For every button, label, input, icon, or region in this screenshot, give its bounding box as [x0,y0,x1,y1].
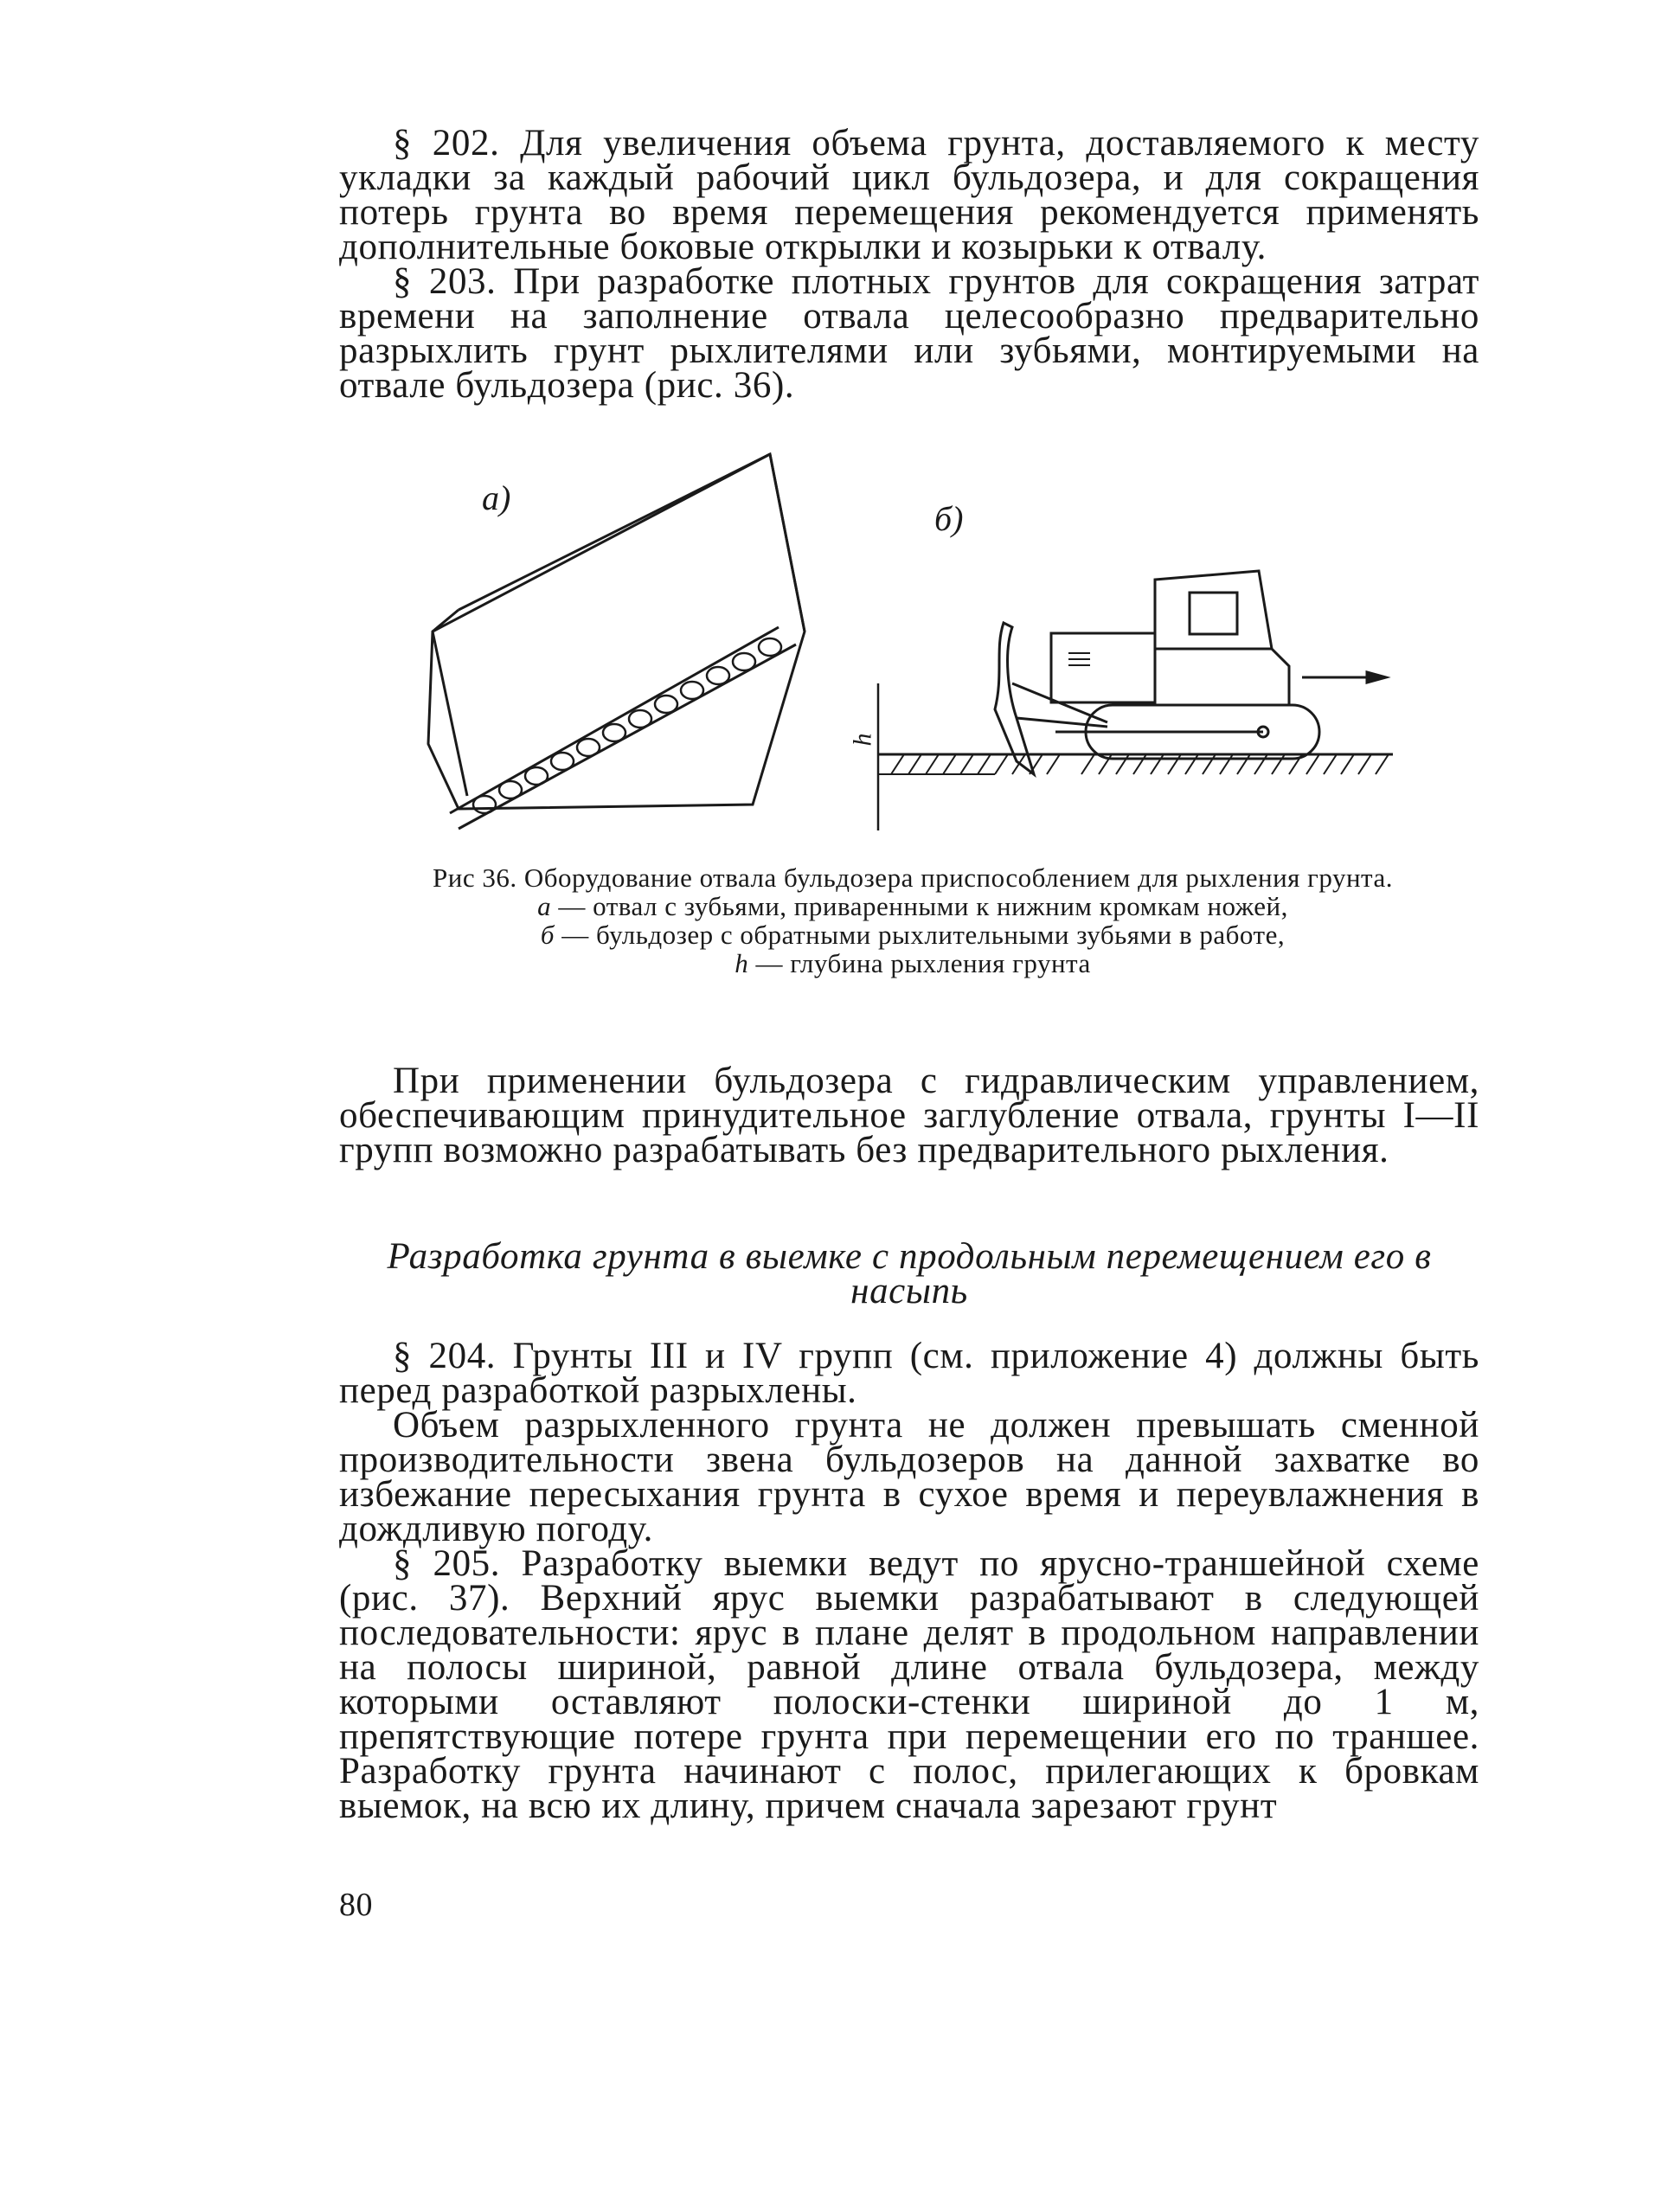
figure-label-h: h [848,733,877,747]
paragraph-205: § 205. Разработку выемки ведут по ярусно-траншейной схеме (рис. 37). Верхний ярус выемки разрабатывают в следующей последовательности: ярус в плане делят в продольном направлении на полосы шириной, равной длине отвала бульдозера, между которыми оставляют полоски-стенки шириной до 1 м, препятствующие потере грунта при перемещении его по траншее. Разработку грунта начинают с полос, прилегающих к бровкам выемок, на всю их длину, причем сначала зарезают грунт [339,1543,1479,1826]
figure-label-a: а) [482,478,511,517]
text-block-middle [339,1061,1479,1170]
page-number: 80 [339,1887,373,1923]
paragraph-volume: Объем разрыхленного грунта не должен превышать сменной производительности звена бульдозеров на данной захватке во избежание пересыхания грунта в сухое время и переувлажнения в дождливую погоду. [339,1405,1479,1549]
paragraph-hydraulic: При применении бульдозера с гидравлическим управлением, обеспечивающим принудительное заглубление отвала, грунты I—II групп возможно разрабатывать без предварительного рыхления. [339,1061,1479,1170]
caption-title: Рис 36. Оборудование отвала бульдозера приспособлением для рыхления грунта. [432,862,1393,893]
paragraph-202: § 202. Для увеличения объема грунта, доставляемого к месту укладки за каждый рабочий цикл бульдозера, и для сокращения потерь грунта во время перемещения рекомендуется применять дополнительные боковые открылки и козырьки к отвалу. [339,123,1479,267]
caption-text-h: — глубина рыхления грунта [748,948,1091,978]
section-heading: Разработка грунта в выемке с продольным перемещением его в насыпь [387,1236,1432,1311]
caption-line-b [424,920,1402,949]
figure-caption [424,863,1402,978]
blade-with-teeth-drawing [428,454,805,829]
paragraph-203: § 203. При разработке плотных грунтов для сокращения затрат времени на заполнение отвала целесообразно предварительно разрыхлить грунт рыхлителями или зубьями, монтируемыми на отвале бульдозера (рис. 36). [339,261,1479,406]
caption-line-a [424,892,1402,920]
caption-text-a: — отвал с зубьями, приваренными к нижним кромкам ножей, [551,891,1288,921]
caption-key-a: а [537,891,552,921]
text-block-top [339,123,1479,406]
caption-key-h: h [735,948,749,978]
text-block-bottom [339,1336,1479,1826]
caption-text-b: — бульдозер с обратными рыхлительными зубьями в работе, [555,920,1286,950]
caption-line-h [424,949,1402,978]
bulldozer-drawing [878,571,1393,830]
caption-key-b: б [540,920,555,950]
paragraph-204: § 204. Грунты III и IV групп (см. приложение 4) должны быть перед разработкой разрыхлены. [339,1336,1479,1411]
figure-36 [398,433,1427,848]
figure-drawing [398,433,1427,848]
figure-label-b: б) [934,499,964,538]
